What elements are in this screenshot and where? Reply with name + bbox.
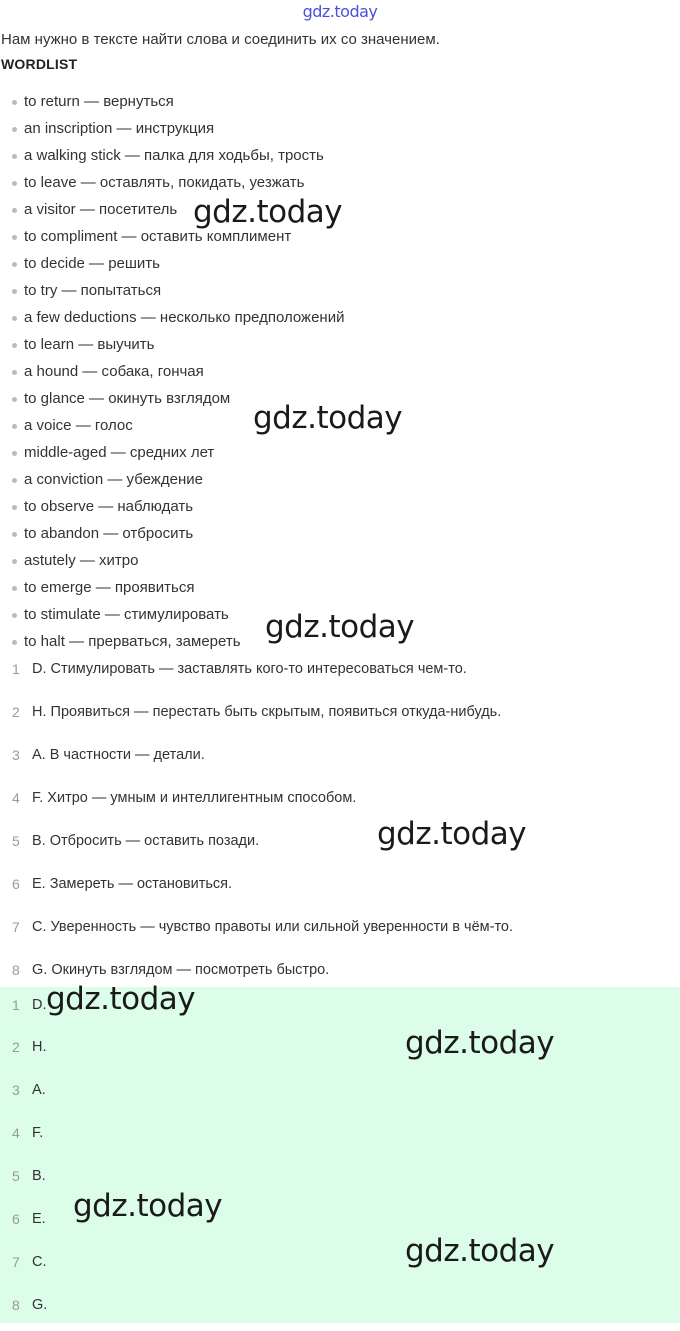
- bullet-icon: [12, 532, 17, 537]
- wordlist-item-text: to observe — наблюдать: [24, 498, 194, 515]
- item-number: 6: [12, 876, 20, 892]
- bullet-icon: [12, 505, 17, 510]
- wordlist-item: [12, 227, 344, 254]
- bullet-icon: [12, 613, 17, 618]
- bullet-icon: [12, 586, 17, 591]
- answer-row-text: F.: [32, 1125, 44, 1141]
- wordlist-item: [12, 335, 344, 362]
- bullet-icon: [12, 343, 17, 348]
- bullet-icon: [12, 424, 17, 429]
- wordlist-item-text: middle-aged — средних лет: [24, 444, 215, 461]
- wordlist-item: [12, 281, 344, 308]
- definition-row: [0, 829, 680, 872]
- wordlist-item-text: a visitor — посетитель: [24, 201, 178, 218]
- item-number: 6: [12, 1211, 20, 1227]
- wordlist-item: [12, 362, 344, 389]
- bullet-icon: [12, 154, 17, 159]
- item-number: 7: [12, 1254, 20, 1270]
- watermark-text: gdz.today: [73, 1188, 223, 1224]
- answer-row: [0, 1116, 680, 1159]
- definition-row: [0, 657, 680, 700]
- wordlist-item: [12, 443, 344, 470]
- definition-row-text: C. Уверенность — чувство правоты или сильной уверенности в чём-то.: [32, 919, 514, 935]
- wordlist-item-text: to decide — решить: [24, 255, 160, 272]
- bullet-icon: [12, 316, 17, 321]
- bullet-icon: [12, 451, 17, 456]
- wordlist-item: [12, 524, 344, 551]
- watermark-text: gdz.today: [405, 1025, 555, 1061]
- definition-row: [0, 872, 680, 915]
- item-number: 5: [12, 833, 20, 849]
- wordlist-item: [12, 92, 344, 119]
- definition-row: [0, 915, 680, 958]
- item-number: 1: [12, 661, 20, 677]
- wordlist-item-text: an inscription — инструкция: [24, 120, 215, 137]
- wordlist-item-text: to glance — окинуть взглядом: [24, 390, 231, 407]
- definition-row: [0, 743, 680, 786]
- answer-row-text: B.: [32, 1168, 46, 1184]
- site-logo[interactable]: gdz.today: [302, 2, 378, 21]
- definition-row-text: F. Хитро — умным и интеллигентным способом.: [32, 790, 357, 806]
- wordlist-item-text: to try — попытаться: [24, 282, 162, 299]
- wordlist-item-text: to compliment — оставить комплимент: [24, 228, 292, 245]
- wordlist-heading: WORDLIST: [1, 56, 78, 72]
- definition-row-text: D. Стимулировать — заставлять кого-то интересоваться чем-то.: [32, 661, 467, 677]
- wordlist-item: [12, 146, 344, 173]
- wordlist-item: [12, 578, 344, 605]
- answer-row-text: A.: [32, 1082, 46, 1098]
- wordlist-item-text: a voice — голос: [24, 417, 133, 434]
- bullet-icon: [12, 181, 17, 186]
- wordlist-item-text: to learn — выучить: [24, 336, 155, 353]
- wordlist-item: [12, 551, 344, 578]
- definition-row-text: E. Замереть — остановиться.: [32, 876, 233, 892]
- bullet-icon: [12, 235, 17, 240]
- wordlist-item-text: a walking stick — палка для ходьбы, трость: [24, 147, 324, 164]
- wordlist-item-text: to return — вернуться: [24, 93, 174, 110]
- wordlist-item: [12, 254, 344, 281]
- watermark-text: gdz.today: [377, 816, 527, 852]
- answer-row-text: G.: [32, 1297, 48, 1313]
- answers-panel: [0, 987, 680, 1323]
- watermark-text: gdz.today: [193, 194, 343, 230]
- wordlist-item: [12, 497, 344, 524]
- item-number: 4: [12, 1125, 20, 1141]
- wordlist-item-text: to abandon — отбросить: [24, 525, 194, 542]
- item-number: 2: [12, 704, 20, 720]
- bullet-icon: [12, 289, 17, 294]
- wordlist: [12, 92, 344, 659]
- bullet-icon: [12, 478, 17, 483]
- answer-row: [0, 1245, 680, 1288]
- definition-row: [0, 700, 680, 743]
- bullet-icon: [12, 100, 17, 105]
- answer-row-text: D.: [32, 997, 47, 1013]
- bullet-icon: [12, 397, 17, 402]
- answer-row-text: H.: [32, 1039, 47, 1055]
- bullet-icon: [12, 559, 17, 564]
- wordlist-item-text: to leave — оставлять, покидать, уезжать: [24, 174, 305, 191]
- watermark-text: gdz.today: [405, 1233, 555, 1269]
- bullet-icon: [12, 370, 17, 375]
- wordlist-item-text: to stimulate — стимулировать: [24, 606, 229, 623]
- wordlist-item-text: a hound — собака, гончая: [24, 363, 204, 380]
- wordlist-item: [12, 119, 344, 146]
- item-number: 3: [12, 747, 20, 763]
- intro-text: Нам нужно в тексте найти слова и соединить их со значением.: [1, 31, 440, 48]
- bullet-icon: [12, 640, 17, 645]
- bullet-icon: [12, 208, 17, 213]
- wordlist-item-text: to emerge — проявиться: [24, 579, 195, 596]
- item-number: 8: [12, 1297, 20, 1313]
- answer-row-text: E.: [32, 1211, 46, 1227]
- item-number: 3: [12, 1082, 20, 1098]
- wordlist-item: [12, 308, 344, 335]
- item-number: 4: [12, 790, 20, 806]
- wordlist-item-text: astutely — хитро: [24, 552, 139, 569]
- bullet-icon: [12, 127, 17, 132]
- definition-row-text: G. Окинуть взглядом — посмотреть быстро.: [32, 962, 330, 978]
- watermark-text: gdz.today: [253, 400, 403, 436]
- answer-row-text: C.: [32, 1254, 47, 1270]
- definition-row-text: B. Отбросить — оставить позади.: [32, 833, 260, 849]
- definition-row-text: A. В частности — детали.: [32, 747, 205, 763]
- item-number: 5: [12, 1168, 20, 1184]
- definition-row: [0, 786, 680, 829]
- definition-row-text: H. Проявиться — перестать быть скрытым, появиться откуда-нибудь.: [32, 704, 502, 720]
- item-number: 2: [12, 1039, 20, 1055]
- watermark-text: gdz.today: [46, 981, 196, 1017]
- wordlist-item-text: a conviction — убеждение: [24, 471, 203, 488]
- answer-row: [0, 1030, 680, 1073]
- wordlist-item: [12, 470, 344, 497]
- bullet-icon: [12, 262, 17, 267]
- item-number: 1: [12, 997, 20, 1013]
- answer-row: [0, 1288, 680, 1331]
- item-number: 8: [12, 962, 20, 978]
- definitions-list: [0, 657, 680, 1001]
- wordlist-item-text: a few deductions — несколько предположений: [24, 309, 345, 326]
- item-number: 7: [12, 919, 20, 935]
- wordlist-item-text: to halt — прерваться, замереть: [24, 633, 241, 650]
- watermark-text: gdz.today: [265, 609, 415, 645]
- answer-row: [0, 1073, 680, 1116]
